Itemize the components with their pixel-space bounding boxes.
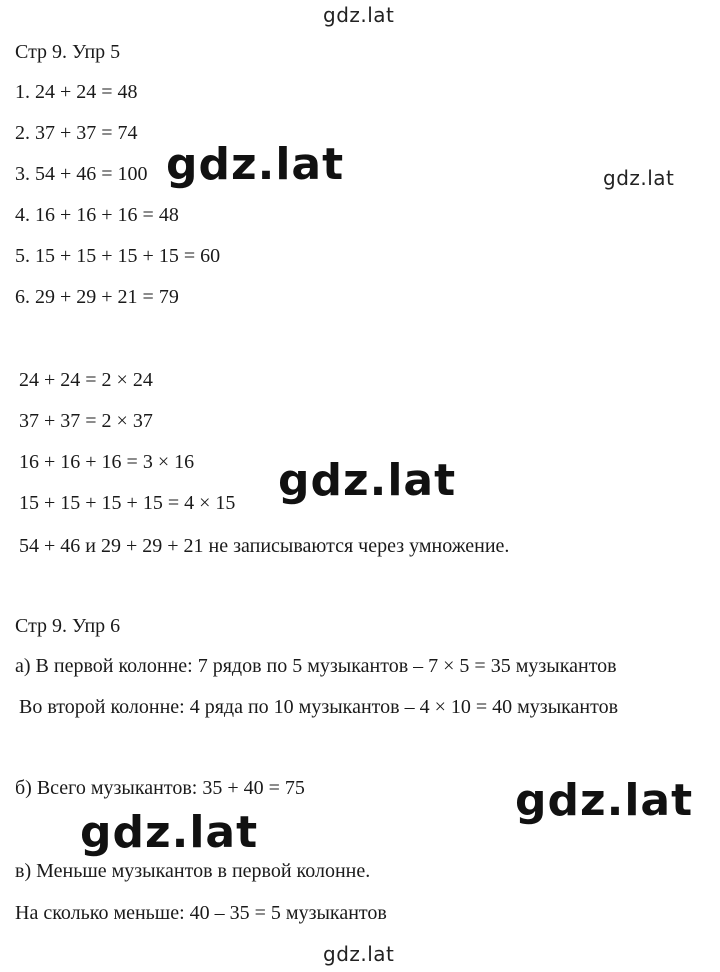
ex5-item-2: 2. 37 + 37 = 74 [15, 122, 138, 144]
ex5-item-4: 4. 16 + 16 + 16 = 48 [15, 204, 179, 226]
watermark-big-left: gdz.lat [80, 807, 259, 858]
ex5-item-3: 3. 54 + 46 = 100 [15, 163, 148, 185]
ex5-mult-1: 24 + 24 = 2 × 24 [19, 369, 153, 391]
ex5-heading: Стр 9. Упр 5 [15, 41, 121, 63]
watermark-top: gdz.lat [323, 3, 395, 27]
ex5-mult-3: 16 + 16 + 16 = 3 × 16 [19, 451, 195, 473]
ex6-b: б) Всего музыкантов: 35 + 40 = 75 [15, 777, 305, 799]
watermark-big-right: gdz.lat [515, 775, 694, 826]
watermark-big-2: gdz.lat [278, 455, 457, 506]
ex6-v-line-2: На сколько меньше: 40 – 35 = 5 музыкантов [15, 902, 387, 924]
ex5-note: 54 + 46 и 29 + 29 + 21 не записываются через умножение. [19, 535, 510, 557]
ex5-item-5: 5. 15 + 15 + 15 + 15 = 60 [15, 245, 221, 267]
ex6-heading: Стр 9. Упр 6 [15, 615, 121, 637]
watermark-right-small: gdz.lat [603, 166, 675, 190]
ex5-item-6: 6. 29 + 29 + 21 = 79 [15, 286, 179, 308]
ex5-item-1: 1. 24 + 24 = 48 [15, 81, 138, 103]
ex5-mult-4: 15 + 15 + 15 + 15 = 4 × 15 [19, 492, 236, 514]
watermark-big-1: gdz.lat [166, 139, 345, 190]
watermark-bottom: gdz.lat [323, 942, 395, 966]
ex6-a-line-1: а) В первой колонне: 7 рядов по 5 музыкантов – 7 × 5 = 35 музыкантов [15, 655, 617, 677]
ex6-a-line-2: Во второй колонне: 4 ряда по 10 музыкантов – 4 × 10 = 40 музыкантов [19, 696, 619, 718]
ex5-mult-2: 37 + 37 = 2 × 37 [19, 410, 153, 432]
ex6-v-line-1: в) Меньше музыкантов в первой колонне. [15, 860, 371, 882]
